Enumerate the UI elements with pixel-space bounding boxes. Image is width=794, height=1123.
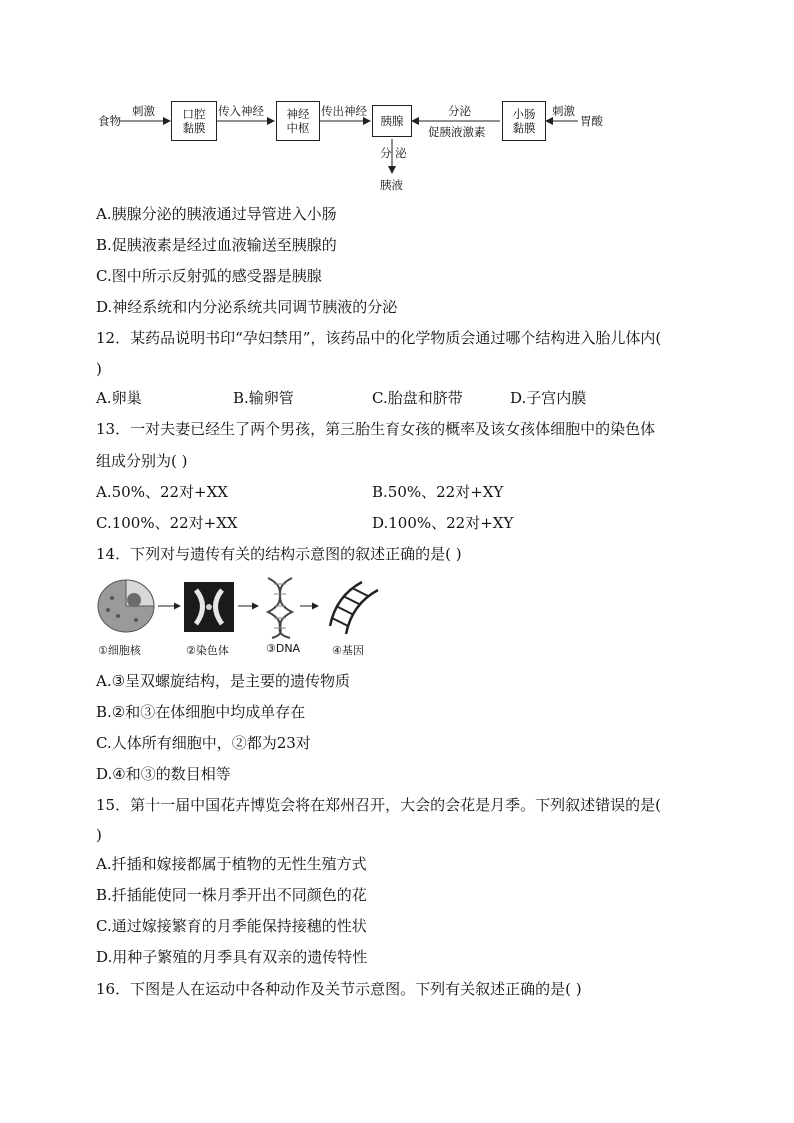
center-box-line2: 中枢 xyxy=(286,121,310,135)
q12-option-b: B.输卵管 xyxy=(233,389,294,407)
gene-segment-icon xyxy=(330,582,378,634)
q15-option-a: A.扦插和嫁接都属于植物的无性生殖方式 xyxy=(96,855,367,873)
q13-option-d: D.100%、22对+XY xyxy=(372,514,514,532)
intestine-box-line2: 黏膜 xyxy=(512,121,536,135)
q11-option-c: C.图中所示反射弧的感受器是胰腺 xyxy=(96,267,322,285)
label-chromosome: ②染色体 xyxy=(186,644,229,657)
q11-option-a: A.胰腺分泌的胰液通过导管进入小肠 xyxy=(96,205,337,223)
label-nucleus: ①细胞核 xyxy=(98,644,141,657)
cell-nucleus-icon xyxy=(98,580,154,632)
pancreas-regulation-diagram xyxy=(90,95,650,195)
q13-option-a: A.50%、22对+XX xyxy=(96,483,228,501)
q11-option-d: D.神经系统和内分泌系统共同调节胰液的分泌 xyxy=(96,298,398,316)
efferent-label: 传出神经 xyxy=(321,104,367,118)
q15-option-b: B.扦插能使同一株月季开出不同颜色的花 xyxy=(96,886,367,904)
pancreas-box xyxy=(372,105,412,137)
q13-option-b: B.50%、22对+XY xyxy=(372,483,504,501)
q11-option-b: B.促胰液素是经过血液输送至胰腺的 xyxy=(96,236,337,254)
q14-option-a: A.③呈双螺旋结构，是主要的遗传物质 xyxy=(96,672,351,690)
q12-stem-line1: 12．某药品说明书印“孕妇禁用”，该药品中的化学物质会通过哪个结构进入胎儿体内( xyxy=(96,329,662,347)
chromosome-icon xyxy=(184,582,234,632)
q13-option-c: C.100%、22对+XX xyxy=(96,514,238,532)
oral-box-line1: 口腔 xyxy=(182,107,206,121)
nerve-center-box xyxy=(276,101,320,141)
secrete-label: 分泌 xyxy=(448,104,471,118)
afferent-label: 传入神经 xyxy=(218,104,264,118)
pancreas-box-label: 胰腺 xyxy=(380,114,404,128)
q12-option-a: A.卵巢 xyxy=(96,389,142,407)
oral-mucosa-box xyxy=(171,101,217,141)
stimulus-label-2: 刺激 xyxy=(552,104,575,118)
intestine-mucosa-box xyxy=(502,101,546,141)
q14-option-d: D.④和③的数目相等 xyxy=(96,765,231,783)
q15-option-d: D.用种子繁殖的月季具有双亲的遗传特性 xyxy=(96,948,368,966)
q13-stem-line2: 组成分别为( ) xyxy=(96,452,188,470)
center-box-line1: 神经 xyxy=(286,107,310,121)
q14-stem: 14．下列对与遗传有关的结构示意图的叙述正确的是( ) xyxy=(96,545,462,563)
q15-stem-line1: 15．第十一届中国花卉博览会将在郑州召开，大会的会花是月季。下列叙述错误的是( xyxy=(96,796,661,814)
q15-stem-line2: ) xyxy=(96,826,102,844)
pancreatic-juice-label: 胰液 xyxy=(380,178,403,192)
q14-option-c: C.人体所有细胞中，②都为23对 xyxy=(96,734,311,752)
oral-box-line2: 黏膜 xyxy=(182,121,206,135)
secretin-label: 促胰液激素 xyxy=(428,125,486,139)
gastric-acid-label: 胃酸 xyxy=(580,114,603,128)
q12-option-c: C.胎盘和脐带 xyxy=(372,389,463,407)
chain-figure xyxy=(96,576,386,640)
stimulus-label-1: 刺激 xyxy=(132,104,155,118)
secrete-down-label: 分 泌 xyxy=(380,146,407,160)
food-label: 食物 xyxy=(98,114,121,128)
label-dna: ③DNA xyxy=(266,642,301,655)
q15-option-c: C.通过嫁接繁育的月季能保持接穗的性状 xyxy=(96,917,367,935)
q12-stem-line2: ) xyxy=(96,360,102,378)
q14-option-b: B.②和③在体细胞中均成单存在 xyxy=(96,703,306,721)
q13-stem-line1: 13．一对夫妻已经生了两个男孩，第三胎生育女孩的概率及该女孩体细胞中的染色体 xyxy=(96,420,656,438)
intestine-box-line1: 小肠 xyxy=(512,107,536,121)
genetics-structure-chain xyxy=(96,576,386,662)
q16-stem: 16．下图是人在运动中各种动作及关节示意图。下列有关叙述正确的是( ) xyxy=(96,980,582,998)
dna-helix-icon xyxy=(268,578,292,638)
q12-option-d: D.子宫内膜 xyxy=(510,389,587,407)
label-gene: ④基因 xyxy=(332,644,364,657)
